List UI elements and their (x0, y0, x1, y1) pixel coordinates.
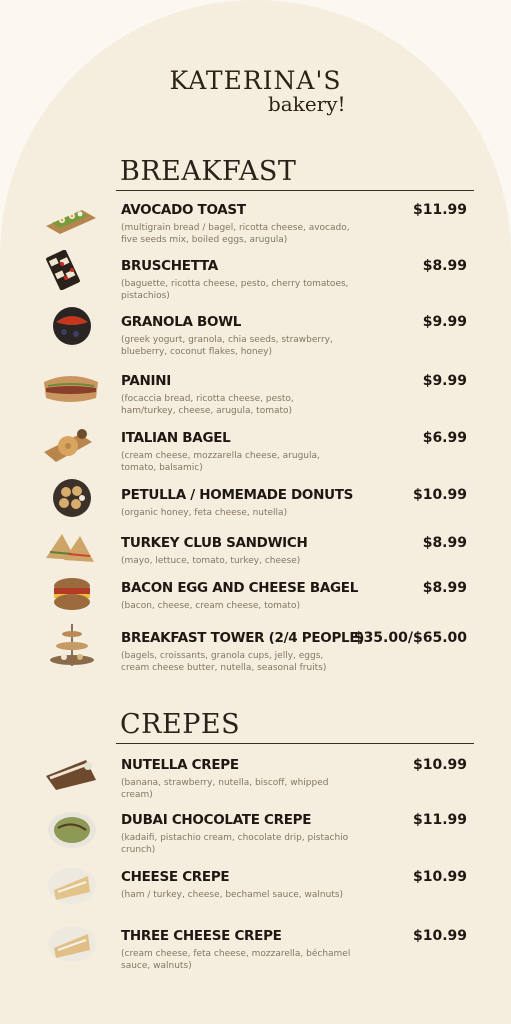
item-desc: (multigrain bread / bagel, ricotta cheese, avocado, five seeds mix, boiled eggs, arugula) (121, 223, 350, 245)
item-desc: (banana, strawberry, nutella, biscoff, whipped cream) (121, 778, 329, 800)
item-name: AVOCADO TOAST (121, 202, 246, 218)
nutella-crepe-photo (42, 754, 98, 794)
item-desc: (kadaifi, pistachio cream, chocolate drip, pistachio crunch) (121, 833, 349, 855)
section-title-breakfast: BREAKFAST (120, 156, 297, 187)
menu-item (121, 430, 471, 474)
item-price: $6.99 (422, 430, 467, 446)
item-desc: (greek yogurt, granola, chia seeds, strawberry, blueberry, coconut flakes, honey) (121, 335, 333, 357)
section-rule-crepes (116, 743, 474, 744)
dubai-crepe-photo (42, 810, 98, 850)
menu-item (121, 258, 471, 302)
item-desc: (bagels, croissants, granola cups, jelly, eggs, cream cheese butter, nutella, seasonal fruits) (121, 651, 327, 673)
menu-item (121, 373, 471, 417)
item-name: GRANOLA BOWL (121, 314, 242, 330)
item-desc: (focaccia bread, ricotta cheese, pesto, ham/turkey, cheese, arugula, tomato) (121, 394, 294, 416)
logo-brand: KATERINA'S (169, 66, 342, 95)
item-name: CHEESE CREPE (121, 869, 230, 885)
item-name: TURKEY CLUB SANDWICH (121, 535, 308, 551)
item-name: DUBAI CHOCOLATE CREPE (121, 812, 312, 828)
item-price: $9.99 (422, 314, 467, 330)
item-name: PANINI (121, 373, 171, 389)
item-desc: (baguette, ricotta cheese, pesto, cherry tomatoes, pistachios) (121, 279, 349, 301)
granola-bowl-photo (42, 306, 98, 346)
item-name: THREE CHEESE CREPE (121, 928, 282, 944)
item-desc: (organic honey, feta cheese, nutella) (121, 508, 288, 518)
italian-bagel-photo (42, 424, 98, 464)
item-desc: (mayo, lettuce, tomato, turkey, cheese) (121, 556, 301, 566)
menu-item (121, 928, 471, 972)
item-name: PETULLA / HOMEMADE DONUTS (121, 487, 354, 503)
bruschetta-photo (42, 250, 98, 290)
item-name: BREAKFAST TOWER (2/4 PEOPLE) (121, 630, 365, 646)
section-rule-breakfast (116, 190, 474, 191)
item-desc: (ham / turkey, cheese, bechamel sauce, walnuts) (121, 890, 344, 900)
section-title-crepes: CREPES (120, 709, 241, 740)
item-desc: (cream cheese, feta cheese, mozzarella, béchamel sauce, walnuts) (121, 949, 351, 971)
menu-item (121, 812, 471, 856)
item-price: $10.99 (412, 757, 467, 773)
breakfast-tower-photo (42, 622, 98, 670)
item-price: $9.99 (422, 373, 467, 389)
menu-item (121, 202, 471, 246)
bacon-bagel-photo (42, 574, 98, 614)
item-price: $10.99 (412, 928, 467, 944)
item-name: BRUSCHETTA (121, 258, 218, 274)
menu-item (121, 535, 471, 567)
item-price: $11.99 (412, 812, 467, 828)
menu-item (121, 630, 471, 674)
menu-item (121, 757, 471, 801)
item-price: $11.99 (412, 202, 467, 218)
donuts-photo (42, 478, 98, 518)
item-name: NUTELLA CREPE (121, 757, 239, 773)
item-name: ITALIAN BAGEL (121, 430, 231, 446)
bakery-logo (0, 66, 511, 116)
three-cheese-crepe-photo (42, 924, 98, 964)
item-price: $10.99 (412, 869, 467, 885)
avocado-toast-photo (42, 196, 98, 236)
panini-photo (42, 366, 98, 406)
logo-sub: bakery! (268, 92, 346, 116)
item-desc: (bacon, cheese, cream cheese, tomato) (121, 601, 300, 611)
item-price: $8.99 (422, 535, 467, 551)
item-price: $8.99 (422, 258, 467, 274)
menu-item (121, 314, 471, 358)
item-price: $35.00/$65.00 (353, 630, 467, 646)
item-desc: (cream cheese, mozzarella cheese, arugula, tomato, balsamic) (121, 451, 320, 473)
item-price: $8.99 (422, 580, 467, 596)
club-sandwich-photo (42, 528, 98, 568)
item-name: BACON EGG AND CHEESE BAGEL (121, 580, 358, 596)
menu-item (121, 580, 471, 612)
menu-item (121, 487, 471, 519)
menu-item (121, 869, 471, 901)
cheese-crepe-photo (42, 866, 98, 906)
item-price: $10.99 (412, 487, 467, 503)
